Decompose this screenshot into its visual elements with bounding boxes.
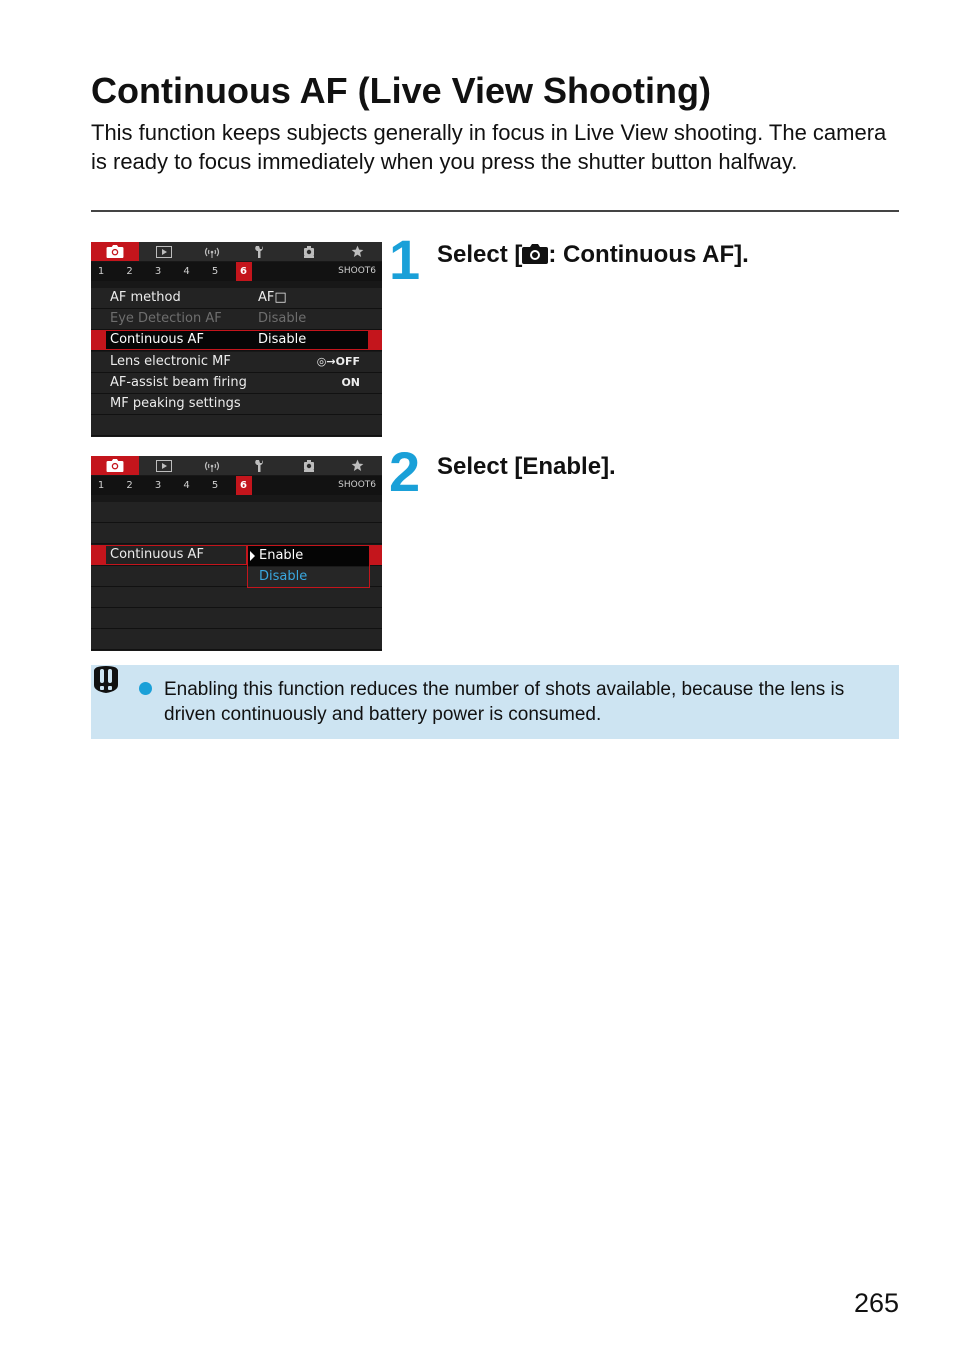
step-number-2: 2 <box>389 440 421 503</box>
menu-row-label: Eye Detection AF <box>110 311 222 327</box>
page-title: Continuous AF (Live View Shooting) <box>91 70 711 111</box>
custom-function-icon <box>301 245 317 258</box>
intro-paragraph: This function keeps subjects generally in focus in Live View shooting. The camera is ready to focus immediately when you press the shutter button halfway. <box>91 120 887 174</box>
bullet-icon <box>139 682 152 695</box>
step-number-1: 1 <box>389 228 421 291</box>
menu-page-number-3[interactable]: 3 <box>154 480 162 491</box>
menu-row-lens-electronic-mf[interactable] <box>91 352 382 373</box>
caret-right-icon <box>250 551 255 561</box>
menu-tab-wireless[interactable] <box>188 456 236 475</box>
option-disable[interactable]: Disable <box>248 567 369 587</box>
menu-row-empty <box>91 523 382 544</box>
playback-icon <box>156 246 172 258</box>
camera-menu-screen-2 <box>91 456 382 651</box>
menu-row-label: Continuous AF <box>110 332 204 348</box>
page-number: 265 <box>853 1288 899 1318</box>
menu-row-empty <box>91 629 382 650</box>
menu-row-label: AF method <box>110 290 181 305</box>
menu-row-eye-detection-af[interactable] <box>91 309 382 330</box>
menu-row-af-method[interactable] <box>91 288 382 309</box>
menu-row-label: MF peaking settings <box>110 396 241 411</box>
menu-page-number-3[interactable]: 3 <box>154 266 162 277</box>
menu-row-empty <box>91 608 382 629</box>
menu-row-value: ON <box>341 375 360 389</box>
caution-text: Enabling this function reduces the number of shots available, because the lens is driven continuously and battery power is consumed. <box>164 679 845 725</box>
menu-tab-camera[interactable] <box>91 456 139 475</box>
menu-page-numbers <box>91 262 382 281</box>
menu-tab-bar <box>91 242 382 261</box>
menu-page-label: SHOOT6 <box>338 266 376 276</box>
menu-row-label: Lens electronic MF <box>110 353 231 369</box>
menu-row-label: Continuous AF <box>110 547 204 562</box>
star-icon <box>351 245 364 258</box>
star-icon <box>351 459 364 472</box>
wireless-icon <box>204 246 220 258</box>
menu-tab-bar <box>91 456 382 475</box>
custom-function-icon <box>301 459 317 472</box>
camera-icon <box>106 245 124 258</box>
caution-icon <box>91 665 121 695</box>
menu-page-number-4[interactable]: 4 <box>183 266 190 277</box>
menu-row-label: AF-assist beam firing <box>110 374 247 390</box>
caution-note <box>91 665 899 739</box>
menu-page-number-1[interactable]: 1 <box>97 480 105 491</box>
menu-row-value: ◎→OFF <box>316 354 360 368</box>
menu-page-number-1[interactable]: 1 <box>97 266 105 277</box>
menu-tab-wrench[interactable] <box>237 242 285 261</box>
menu-tab-wrench[interactable] <box>237 456 285 475</box>
step-1-instruction <box>437 240 749 270</box>
title-divider <box>91 210 899 212</box>
menu-tab-wireless[interactable] <box>188 242 236 261</box>
menu-tab-custom-function[interactable] <box>285 456 333 475</box>
menu-page-numbers <box>91 476 382 495</box>
menu-page-number-6[interactable]: 6 <box>236 476 252 495</box>
step-1-text-after: : Continuous AF]. <box>548 241 749 268</box>
wrench-icon <box>254 459 268 472</box>
step-1-text-before: Select [ <box>437 241 523 268</box>
menu-tab-playback[interactable] <box>140 456 188 475</box>
menu-row-empty <box>91 502 382 523</box>
menu-page-number-2[interactable]: 2 <box>126 266 133 277</box>
menu-row-value: AF□ <box>258 290 287 305</box>
menu-row-empty <box>91 587 382 608</box>
menu-page-number-5[interactable]: 5 <box>211 480 219 491</box>
menu-page-number-2[interactable]: 2 <box>126 480 133 491</box>
wrench-icon <box>254 245 268 258</box>
menu-tab-camera[interactable] <box>91 242 139 261</box>
playback-icon <box>156 460 172 472</box>
wireless-icon <box>204 460 220 472</box>
menu-tab-star[interactable] <box>334 242 382 261</box>
step-2-instruction: Select [Enable]. <box>437 453 616 480</box>
menu-page-label: SHOOT6 <box>338 480 376 490</box>
menu-row-continuous-af[interactable] <box>91 330 382 351</box>
continuous-af-options <box>247 545 370 588</box>
menu-page-number-5[interactable]: 5 <box>211 266 219 277</box>
menu-page-number-4[interactable]: 4 <box>183 480 190 491</box>
camera-menu-screen-1 <box>91 242 382 437</box>
menu-row-af-assist-beam-firing[interactable] <box>91 373 382 394</box>
menu-row-value: Disable <box>258 311 307 327</box>
menu-tab-custom-function[interactable] <box>285 242 333 261</box>
menu-row-mf-peaking-settings[interactable] <box>91 394 382 415</box>
menu-tab-star[interactable] <box>334 456 382 475</box>
camera-icon <box>522 244 548 264</box>
menu-page-number-6[interactable]: 6 <box>236 262 252 281</box>
menu-tab-playback[interactable] <box>140 242 188 261</box>
option-enable[interactable]: Enable <box>248 546 369 566</box>
camera-icon <box>106 459 124 472</box>
menu-row-value: Disable <box>258 332 307 348</box>
menu-row-empty <box>91 415 382 436</box>
